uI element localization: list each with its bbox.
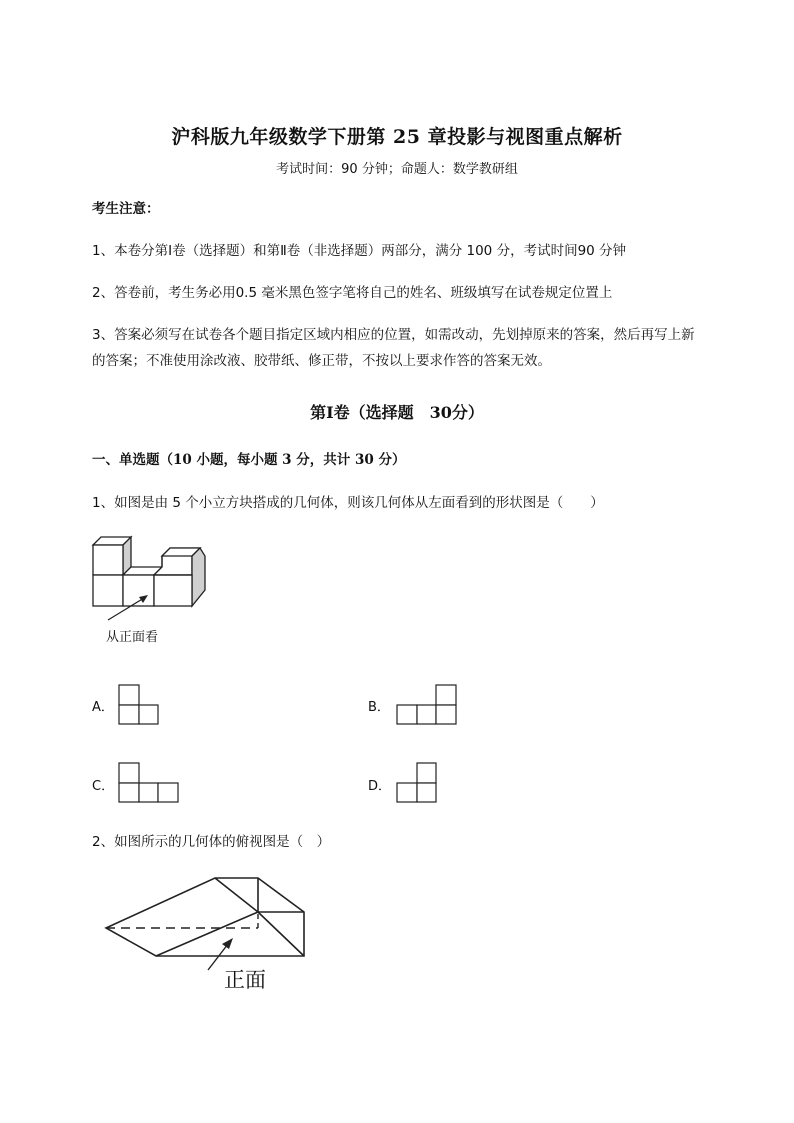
question-2-figure (100, 872, 315, 994)
part-heading: 一、单选题（10 小题，每小题 3 分，共计 30 分） (92, 452, 406, 468)
option-d-label[interactable]: D． (368, 779, 392, 794)
option-c-label[interactable]: C． (92, 779, 115, 794)
notice-heading: 考生注意： (92, 201, 160, 217)
notice-item-3-cont: 的答案；不准使用涂改液、胶带纸、修正带，不按以上要求作答的答案无效。 (92, 353, 551, 369)
question-1-stem: 1、如图是由 5 个小立方块搭成的几何体，则该几何体从左面看到的形状图是（ ） (92, 495, 604, 511)
section-title: 第Ⅰ卷（选择题 30分） (310, 403, 484, 422)
option-a-figure (118, 684, 160, 726)
option-b-figure (396, 684, 458, 726)
notice-item-2: 2、答卷前，考生务必用0.5 毫米黑色签字笔将自己的姓名、班级填写在试卷规定位置上 (92, 285, 613, 301)
question-2-figure-caption: 正面 (224, 968, 266, 992)
notice-item-3: 3、答案必须写在试卷各个题目指定区域内相应的位置，如需改动，先划掉原来的答案，然后再写上新 (92, 327, 695, 343)
question-2-stem: 2、如图所示的几何体的俯视图是（ ） (92, 834, 331, 850)
option-c-figure (118, 762, 180, 804)
exam-info: 考试时间：90 分钟；命题人：数学教研组 (276, 162, 518, 177)
notice-item-1: 1、本卷分第Ⅰ卷（选择题）和第Ⅱ卷（非选择题）两部分，满分 100 分，考试时间90 分钟 (92, 243, 627, 259)
option-b-label[interactable]: B． (368, 700, 390, 715)
question-1-figure-caption: 从正面看 (106, 630, 159, 645)
page-title: 沪科版九年级数学下册第 25 章投影与视图重点解析 (171, 126, 623, 148)
option-d-figure (396, 762, 438, 804)
option-a-label[interactable]: A． (92, 700, 114, 715)
